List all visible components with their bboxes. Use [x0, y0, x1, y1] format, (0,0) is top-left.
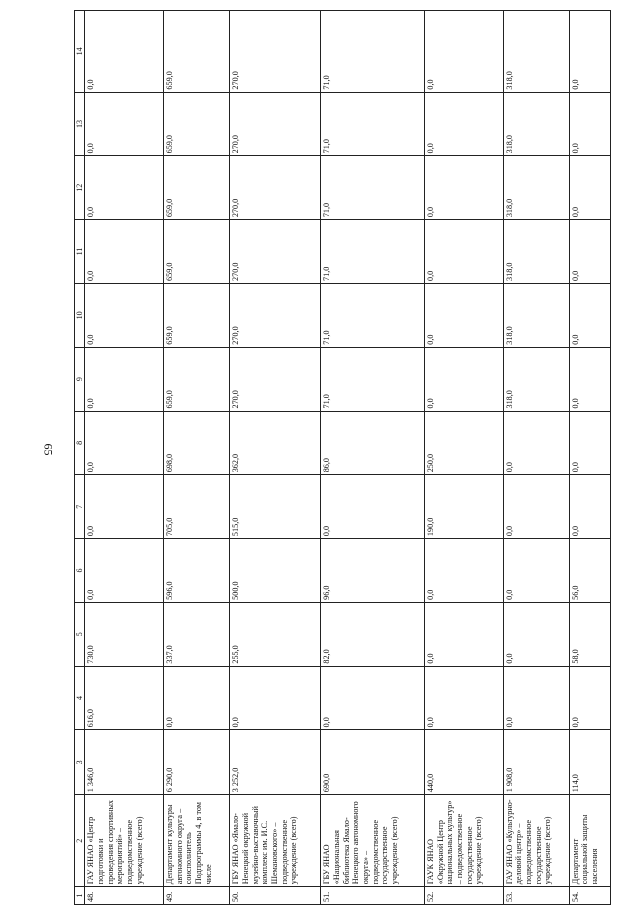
value-cell: 0,0	[424, 539, 503, 603]
table-row	[164, 11, 230, 905]
row-number-cell: 53.	[503, 887, 569, 905]
value-cell: 0,0	[85, 283, 164, 347]
value-cell: 0,0	[321, 666, 425, 730]
value-cell: 270,0	[230, 283, 321, 347]
table-row	[503, 11, 569, 905]
column-number-5: 5	[75, 602, 85, 666]
value-cell: 659,0	[164, 156, 230, 220]
value-cell: 71,0	[321, 283, 425, 347]
value-cell: 270,0	[230, 11, 321, 93]
value-cell: 58,0	[569, 602, 610, 666]
value-cell: 0,0	[569, 411, 610, 475]
value-cell: 0,0	[569, 220, 610, 284]
value-cell: 270,0	[230, 156, 321, 220]
value-cell: 71,0	[321, 92, 425, 156]
value-cell: 0,0	[569, 347, 610, 411]
value-cell: 0,0	[569, 156, 610, 220]
value-cell: 0,0	[424, 156, 503, 220]
value-cell: 190,0	[424, 475, 503, 539]
value-cell: 71,0	[321, 156, 425, 220]
value-cell: 255,0	[230, 602, 321, 666]
value-cell: 0,0	[85, 92, 164, 156]
header-row	[75, 11, 85, 905]
value-cell: 0,0	[569, 11, 610, 93]
row-number-cell: 54.	[569, 887, 610, 905]
value-cell: 0,0	[503, 602, 569, 666]
row-number-cell: 48.	[85, 887, 164, 905]
value-cell: 0,0	[503, 475, 569, 539]
row-label-cell: ГБУ ЯНАО «Национальная библиотека Ямало-Ненецкого автономного округа» – подведомственное государственное учреждение (всего)	[321, 795, 425, 887]
value-cell: 86,0	[321, 411, 425, 475]
value-cell: 0,0	[164, 666, 230, 730]
value-cell: 250,0	[424, 411, 503, 475]
row-label-cell: Департамент культуры автономного округа – соисполнитель Подпрограммы 4, в том числе	[164, 795, 230, 887]
value-cell: 659,0	[164, 283, 230, 347]
value-cell: 82,0	[321, 602, 425, 666]
value-cell: 0,0	[424, 283, 503, 347]
value-cell: 616,0	[85, 666, 164, 730]
value-cell: 0,0	[85, 156, 164, 220]
value-cell: 698,0	[164, 411, 230, 475]
value-cell: 0,0	[85, 539, 164, 603]
column-number-9: 9	[75, 347, 85, 411]
value-cell: 705,0	[164, 475, 230, 539]
value-cell: 0,0	[424, 92, 503, 156]
value-cell: 0,0	[85, 220, 164, 284]
value-cell: 0,0	[230, 666, 321, 730]
value-cell: 659,0	[164, 220, 230, 284]
column-number-1: 1	[75, 887, 85, 905]
row-label-cell: Департамент социальной защиты населения	[569, 795, 610, 887]
row-label-cell: ГАУ ЯНАО «Центр подготовки и проведения спортивных мероприятий» – подведомственное учреждение (всего)	[85, 795, 164, 887]
column-number-13: 13	[75, 92, 85, 156]
table-row	[569, 11, 610, 905]
column-number-12: 12	[75, 156, 85, 220]
row-number-cell: 49.	[164, 887, 230, 905]
value-cell: 0,0	[569, 666, 610, 730]
value-cell: 71,0	[321, 220, 425, 284]
value-cell: 0,0	[503, 411, 569, 475]
value-cell: 337,0	[164, 602, 230, 666]
table-row	[424, 11, 503, 905]
value-cell: 270,0	[230, 347, 321, 411]
value-cell: 318,0	[503, 11, 569, 93]
value-cell: 0,0	[85, 475, 164, 539]
value-cell: 730,0	[85, 602, 164, 666]
value-cell: 0,0	[569, 475, 610, 539]
column-number-14: 14	[75, 11, 85, 93]
value-cell: 71,0	[321, 347, 425, 411]
value-cell: 515,0	[230, 475, 321, 539]
value-cell: 114,0	[569, 730, 610, 795]
value-cell: 362,0	[230, 411, 321, 475]
value-cell: 500,0	[230, 539, 321, 603]
value-cell: 318,0	[503, 347, 569, 411]
column-number-10: 10	[75, 283, 85, 347]
value-cell: 56,0	[569, 539, 610, 603]
value-cell: 0,0	[424, 602, 503, 666]
row-label-cell: ГАУ ЯНАО «Культурно-деловой центр» – подведомственное государственное учреждение (всего)	[503, 795, 569, 887]
row-label-cell: ГАУК ЯНАО «Окружной Центр национальных культур» – подведомственное государственное учреждение (всего)	[424, 795, 503, 887]
row-number-cell: 51.	[321, 887, 425, 905]
column-number-2: 2	[75, 795, 85, 887]
column-number-7: 7	[75, 475, 85, 539]
value-cell: 3 252,0	[230, 730, 321, 795]
column-number-4: 4	[75, 666, 85, 730]
table-row	[321, 11, 425, 905]
value-cell: 1 908,0	[503, 730, 569, 795]
column-number-11: 11	[75, 220, 85, 284]
table-container	[74, 10, 611, 905]
value-cell: 0,0	[503, 666, 569, 730]
value-cell: 0,0	[85, 411, 164, 475]
value-cell: 0,0	[424, 347, 503, 411]
value-cell: 0,0	[85, 11, 164, 93]
value-cell: 690,0	[321, 730, 425, 795]
row-number-cell: 50.	[230, 887, 321, 905]
value-cell: 0,0	[503, 539, 569, 603]
column-number-6: 6	[75, 539, 85, 603]
value-cell: 0,0	[321, 475, 425, 539]
table-row	[230, 11, 321, 905]
value-cell: 440,0	[424, 730, 503, 795]
value-cell: 0,0	[569, 92, 610, 156]
value-cell: 596,0	[164, 539, 230, 603]
value-cell: 0,0	[424, 220, 503, 284]
value-cell: 1 346,0	[85, 730, 164, 795]
table-row	[85, 11, 164, 905]
value-cell: 659,0	[164, 347, 230, 411]
column-number-8: 8	[75, 411, 85, 475]
value-cell: 318,0	[503, 92, 569, 156]
value-cell: 0,0	[569, 283, 610, 347]
column-number-3: 3	[75, 730, 85, 795]
row-label-cell: ГБУ ЯНАО «Ямало-Ненецкий окружной музейно-выставочный комплекс им. И.С. Шемановского» – подведомственное учреждение (всего)	[230, 795, 321, 887]
value-cell: 71,0	[321, 11, 425, 93]
value-cell: 659,0	[164, 11, 230, 93]
value-cell: 0,0	[424, 11, 503, 93]
value-cell: 270,0	[230, 92, 321, 156]
value-cell: 96,0	[321, 539, 425, 603]
value-cell: 318,0	[503, 156, 569, 220]
value-cell: 6 290,0	[164, 730, 230, 795]
page-number: 65	[41, 443, 56, 456]
value-cell: 318,0	[503, 283, 569, 347]
value-cell: 270,0	[230, 220, 321, 284]
value-cell: 659,0	[164, 92, 230, 156]
row-number-cell: 52.	[424, 887, 503, 905]
value-cell: 0,0	[85, 347, 164, 411]
value-cell: 0,0	[424, 666, 503, 730]
value-cell: 318,0	[503, 220, 569, 284]
budget-table	[74, 10, 611, 905]
